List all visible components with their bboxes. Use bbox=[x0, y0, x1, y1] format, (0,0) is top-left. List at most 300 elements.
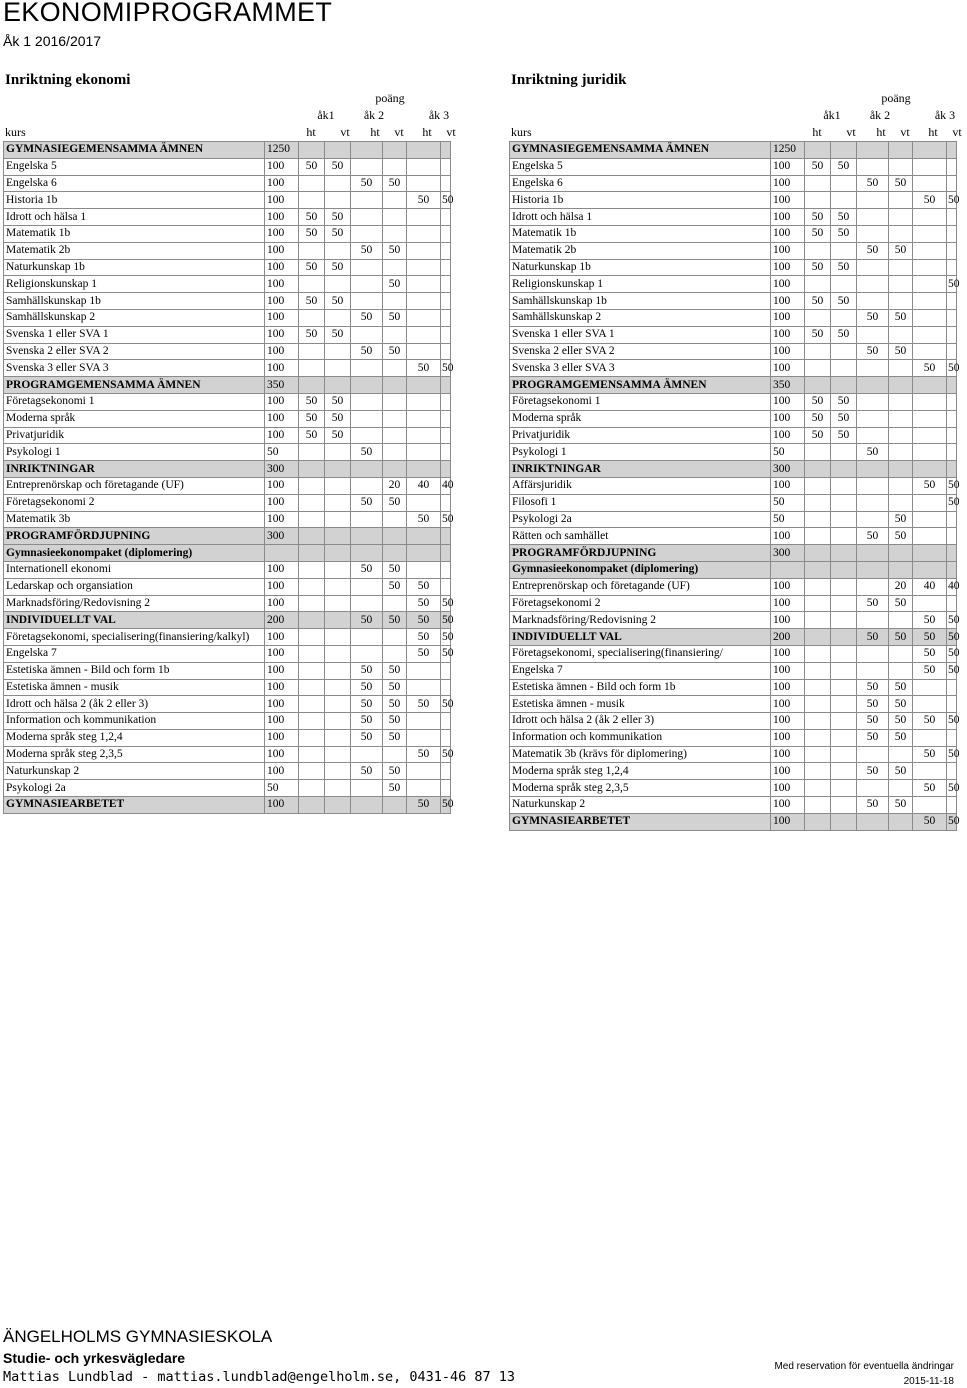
term-points bbox=[889, 225, 913, 242]
term-points: 50 bbox=[351, 444, 383, 461]
section-header-row bbox=[510, 461, 957, 478]
column-ekonomi bbox=[3, 70, 456, 814]
term-points bbox=[383, 393, 407, 410]
term-points bbox=[441, 309, 451, 326]
term-points bbox=[325, 645, 351, 662]
term-points: 50 bbox=[947, 645, 957, 662]
term-points bbox=[889, 780, 913, 797]
course-name: Gymnasieekonompaket (diplomering) bbox=[510, 561, 771, 578]
term-points bbox=[299, 175, 325, 192]
course-row bbox=[510, 645, 957, 662]
course-points: 100 bbox=[265, 595, 299, 612]
term-points bbox=[407, 142, 441, 159]
term-points bbox=[913, 679, 947, 696]
course-points: 100 bbox=[265, 309, 299, 326]
term-points bbox=[383, 595, 407, 612]
term-points bbox=[407, 662, 441, 679]
term-points bbox=[913, 461, 947, 478]
term-points: 50 bbox=[857, 309, 889, 326]
course-points: 50 bbox=[265, 780, 299, 797]
course-points: 100 bbox=[771, 662, 805, 679]
course-points: 100 bbox=[771, 696, 805, 713]
course-points: 100 bbox=[771, 192, 805, 209]
course-name: Estetiska ämnen - Bild och form 1b bbox=[4, 662, 265, 679]
term-points bbox=[383, 293, 407, 310]
term-points bbox=[831, 595, 857, 612]
term-points bbox=[383, 326, 407, 343]
course-row bbox=[4, 578, 451, 595]
course-name: PROGRAMGEMENSAMMA ÄMNEN bbox=[510, 377, 771, 394]
term-points bbox=[351, 746, 383, 763]
course-points: 50 bbox=[265, 444, 299, 461]
term-points: 50 bbox=[325, 393, 351, 410]
term-points: 50 bbox=[889, 696, 913, 713]
course-row bbox=[510, 259, 957, 276]
term-points bbox=[947, 175, 957, 192]
course-row bbox=[510, 780, 957, 797]
term-points bbox=[441, 293, 451, 310]
course-name: Marknadsföring/Redovisning 2 bbox=[510, 612, 771, 629]
term-points bbox=[407, 494, 441, 511]
course-row bbox=[4, 393, 451, 410]
term-points bbox=[947, 561, 957, 578]
term-points bbox=[913, 309, 947, 326]
term-points: 50 bbox=[325, 326, 351, 343]
term-points bbox=[325, 444, 351, 461]
course-row bbox=[510, 360, 957, 377]
term-points bbox=[351, 293, 383, 310]
term-points: 50 bbox=[913, 713, 947, 730]
course-row bbox=[4, 343, 451, 360]
header-points-label: poäng bbox=[375, 91, 405, 105]
term-points bbox=[407, 393, 441, 410]
term-points: 50 bbox=[407, 645, 441, 662]
term-points bbox=[831, 662, 857, 679]
term-points bbox=[857, 192, 889, 209]
term-points bbox=[831, 528, 857, 545]
footer-date: 2015-11-18 bbox=[903, 1376, 954, 1387]
course-row bbox=[4, 629, 451, 646]
course-points: 300 bbox=[265, 461, 299, 478]
term-points bbox=[299, 343, 325, 360]
header-course-label: kurs bbox=[511, 125, 532, 139]
term-points bbox=[805, 797, 831, 814]
term-points bbox=[805, 629, 831, 646]
term-points: 50 bbox=[325, 410, 351, 427]
header-years-row bbox=[509, 107, 956, 124]
term-points: 50 bbox=[889, 713, 913, 730]
term-points bbox=[913, 377, 947, 394]
course-name: Engelska 7 bbox=[4, 645, 265, 662]
term-points bbox=[441, 175, 451, 192]
term-points bbox=[831, 142, 857, 159]
footer-note: Med reservation för eventuella ändringar bbox=[774, 1361, 954, 1372]
term-points: 50 bbox=[947, 192, 957, 209]
term-points bbox=[857, 158, 889, 175]
course-points: 50 bbox=[771, 494, 805, 511]
term-points bbox=[805, 561, 831, 578]
term-points bbox=[383, 746, 407, 763]
course-name: Företagsekonomi 1 bbox=[510, 393, 771, 410]
course-points: 100 bbox=[771, 528, 805, 545]
term-points bbox=[831, 360, 857, 377]
term-points: 50 bbox=[299, 427, 325, 444]
course-row bbox=[510, 494, 957, 511]
term-points: 50 bbox=[857, 763, 889, 780]
term-points: 50 bbox=[857, 713, 889, 730]
course-points: 100 bbox=[265, 326, 299, 343]
term-points bbox=[441, 528, 451, 545]
course-points: 300 bbox=[771, 545, 805, 562]
term-points bbox=[407, 461, 441, 478]
term-points: 50 bbox=[889, 309, 913, 326]
course-points: 100 bbox=[771, 276, 805, 293]
term-points bbox=[889, 494, 913, 511]
course-name: Idrott och hälsa 2 (åk 2 eller 3) bbox=[4, 696, 265, 713]
term-points bbox=[805, 578, 831, 595]
term-points: 50 bbox=[947, 780, 957, 797]
term-points bbox=[831, 175, 857, 192]
course-points: 100 bbox=[771, 259, 805, 276]
term-points bbox=[407, 679, 441, 696]
course-row bbox=[510, 309, 957, 326]
term-points bbox=[407, 293, 441, 310]
course-points: 100 bbox=[265, 629, 299, 646]
term-points bbox=[325, 679, 351, 696]
term-points bbox=[383, 410, 407, 427]
term-points bbox=[805, 242, 831, 259]
term-points: 50 bbox=[441, 629, 451, 646]
term-points bbox=[407, 326, 441, 343]
term-points bbox=[857, 494, 889, 511]
term-points: 50 bbox=[913, 477, 947, 494]
term-points bbox=[383, 158, 407, 175]
term-points: 50 bbox=[383, 729, 407, 746]
course-name: Företagsekonomi 2 bbox=[4, 494, 265, 511]
term-points bbox=[913, 444, 947, 461]
course-name: Engelska 7 bbox=[510, 662, 771, 679]
term-points bbox=[325, 276, 351, 293]
term-points: 50 bbox=[383, 343, 407, 360]
term-points bbox=[441, 444, 451, 461]
term-points bbox=[299, 494, 325, 511]
term-points bbox=[299, 578, 325, 595]
term-points: 50 bbox=[805, 209, 831, 226]
course-row bbox=[510, 192, 957, 209]
course-name: Svenska 3 eller SVA 3 bbox=[510, 360, 771, 377]
course-points: 100 bbox=[265, 192, 299, 209]
term-points: 50 bbox=[441, 595, 451, 612]
term-points bbox=[831, 780, 857, 797]
term-points: 50 bbox=[947, 494, 957, 511]
term-points bbox=[383, 142, 407, 159]
term-points: 50 bbox=[383, 612, 407, 629]
course-points: 100 bbox=[771, 360, 805, 377]
course-name: Naturkunskap 2 bbox=[4, 763, 265, 780]
term-points bbox=[913, 545, 947, 562]
course-name: Företagsekonomi, specialisering(finansiering/ bbox=[510, 645, 771, 662]
course-row bbox=[510, 511, 957, 528]
term-points bbox=[805, 444, 831, 461]
course-row bbox=[510, 326, 957, 343]
course-row bbox=[510, 175, 957, 192]
term-points: 50 bbox=[857, 595, 889, 612]
course-name: Psykologi 2a bbox=[4, 780, 265, 797]
section-header-row bbox=[4, 545, 451, 562]
course-row bbox=[4, 494, 451, 511]
term-points: 50 bbox=[441, 612, 451, 629]
term-points: 50 bbox=[383, 696, 407, 713]
term-points: 50 bbox=[383, 763, 407, 780]
term-points bbox=[407, 158, 441, 175]
term-points bbox=[441, 494, 451, 511]
course-points: 100 bbox=[265, 293, 299, 310]
term-points bbox=[407, 377, 441, 394]
term-points: 50 bbox=[299, 259, 325, 276]
course-name: Estetiska ämnen - Bild och form 1b bbox=[510, 679, 771, 696]
course-row bbox=[4, 225, 451, 242]
term-points bbox=[325, 242, 351, 259]
course-points: 100 bbox=[265, 696, 299, 713]
term-points bbox=[407, 780, 441, 797]
course-points: 100 bbox=[771, 578, 805, 595]
course-name: Estetiska ämnen - musik bbox=[510, 696, 771, 713]
term-points bbox=[441, 326, 451, 343]
course-points: 100 bbox=[265, 561, 299, 578]
course-name: Moderna språk bbox=[510, 410, 771, 427]
term-points bbox=[857, 142, 889, 159]
course-name: GYMNASIEARBETET bbox=[510, 813, 771, 830]
course-points bbox=[265, 545, 299, 562]
term-points: 50 bbox=[889, 679, 913, 696]
term-points bbox=[857, 511, 889, 528]
course-row bbox=[510, 729, 957, 746]
term-points: 50 bbox=[857, 242, 889, 259]
term-points bbox=[857, 293, 889, 310]
term-points: 50 bbox=[889, 595, 913, 612]
course-points: 100 bbox=[265, 393, 299, 410]
term-points bbox=[441, 225, 451, 242]
term-points bbox=[407, 444, 441, 461]
course-name: Historia 1b bbox=[510, 192, 771, 209]
term-points bbox=[407, 175, 441, 192]
course-points: 300 bbox=[265, 528, 299, 545]
course-points: 100 bbox=[265, 360, 299, 377]
course-row bbox=[4, 696, 451, 713]
term-points bbox=[441, 780, 451, 797]
term-points bbox=[805, 175, 831, 192]
term-points: 50 bbox=[299, 393, 325, 410]
term-points bbox=[351, 259, 383, 276]
term-points: 50 bbox=[913, 780, 947, 797]
term-points bbox=[913, 225, 947, 242]
term-points: 50 bbox=[947, 662, 957, 679]
term-points bbox=[383, 225, 407, 242]
term-points bbox=[857, 746, 889, 763]
term-points bbox=[889, 746, 913, 763]
term-points bbox=[857, 326, 889, 343]
term-points bbox=[805, 813, 831, 830]
footer-contact: Mattias Lundblad - mattias.lundblad@engelholm.se, 0431-46 87 13 bbox=[3, 1369, 516, 1385]
section-header-row bbox=[510, 377, 957, 394]
section-header-row bbox=[4, 377, 451, 394]
term-points bbox=[947, 679, 957, 696]
term-points bbox=[947, 209, 957, 226]
course-points: 100 bbox=[265, 494, 299, 511]
term-points: 50 bbox=[383, 780, 407, 797]
term-points: 50 bbox=[351, 561, 383, 578]
term-points bbox=[805, 696, 831, 713]
header-year-label: åk 3 bbox=[428, 108, 450, 122]
course-points: 100 bbox=[265, 276, 299, 293]
term-points bbox=[805, 494, 831, 511]
course-name: INRIKTNINGAR bbox=[4, 461, 265, 478]
term-points bbox=[441, 545, 451, 562]
term-points bbox=[299, 444, 325, 461]
term-points bbox=[805, 645, 831, 662]
term-points bbox=[947, 142, 957, 159]
term-points: 50 bbox=[947, 813, 957, 830]
term-points bbox=[889, 461, 913, 478]
term-points bbox=[407, 545, 441, 562]
course-name: Religionskunskap 1 bbox=[510, 276, 771, 293]
term-points bbox=[889, 326, 913, 343]
term-points: 40 bbox=[441, 477, 451, 494]
course-points: 200 bbox=[265, 612, 299, 629]
course-row bbox=[510, 393, 957, 410]
term-points bbox=[889, 393, 913, 410]
term-points bbox=[383, 377, 407, 394]
term-points bbox=[805, 729, 831, 746]
course-points: 100 bbox=[771, 410, 805, 427]
course-name: Naturkunskap 1b bbox=[510, 259, 771, 276]
term-points: 50 bbox=[805, 326, 831, 343]
term-points bbox=[407, 410, 441, 427]
course-points: 100 bbox=[771, 293, 805, 310]
term-points: 50 bbox=[857, 729, 889, 746]
term-points bbox=[441, 561, 451, 578]
term-points bbox=[805, 377, 831, 394]
term-points: 50 bbox=[407, 595, 441, 612]
course-name: Företagsekonomi, specialisering(finansiering/kalkyl) bbox=[4, 629, 265, 646]
term-points: 50 bbox=[913, 746, 947, 763]
course-row bbox=[4, 192, 451, 209]
course-name: PROGRAMFÖRDJUPNING bbox=[510, 545, 771, 562]
term-points bbox=[947, 377, 957, 394]
term-points bbox=[913, 511, 947, 528]
term-points bbox=[351, 629, 383, 646]
course-row bbox=[510, 225, 957, 242]
course-row bbox=[510, 763, 957, 780]
term-points bbox=[325, 142, 351, 159]
term-points: 50 bbox=[383, 578, 407, 595]
course-name: Psykologi 2a bbox=[510, 511, 771, 528]
term-points: 50 bbox=[441, 645, 451, 662]
course-row bbox=[510, 477, 957, 494]
term-points bbox=[383, 192, 407, 209]
term-points bbox=[441, 377, 451, 394]
course-row bbox=[4, 477, 451, 494]
header-year-label: åk1 bbox=[823, 108, 841, 122]
term-points bbox=[351, 276, 383, 293]
term-points bbox=[857, 209, 889, 226]
term-points bbox=[299, 528, 325, 545]
header-course-label: kurs bbox=[5, 125, 26, 139]
term-points bbox=[857, 360, 889, 377]
course-name: Privatjuridik bbox=[4, 427, 265, 444]
course-name: Svenska 2 eller SVA 2 bbox=[4, 343, 265, 360]
course-table bbox=[509, 141, 960, 831]
term-points: 50 bbox=[383, 309, 407, 326]
term-points bbox=[325, 746, 351, 763]
course-row bbox=[4, 175, 451, 192]
term-points: 50 bbox=[831, 293, 857, 310]
term-points: 50 bbox=[351, 175, 383, 192]
term-points bbox=[441, 578, 451, 595]
term-points bbox=[351, 545, 383, 562]
course-name: INDIVIDUELLT VAL bbox=[510, 629, 771, 646]
header-term-label: vt bbox=[952, 125, 962, 139]
term-points: 50 bbox=[441, 360, 451, 377]
term-points: 50 bbox=[299, 326, 325, 343]
term-points: 50 bbox=[805, 410, 831, 427]
term-points: 50 bbox=[889, 797, 913, 814]
term-points bbox=[857, 813, 889, 830]
term-points: 40 bbox=[913, 578, 947, 595]
term-points: 50 bbox=[913, 192, 947, 209]
course-name: Religionskunskap 1 bbox=[4, 276, 265, 293]
term-points bbox=[805, 679, 831, 696]
term-points bbox=[299, 477, 325, 494]
term-points bbox=[857, 276, 889, 293]
term-points: 50 bbox=[325, 225, 351, 242]
term-points bbox=[889, 410, 913, 427]
term-points bbox=[299, 645, 325, 662]
term-points bbox=[407, 276, 441, 293]
term-points bbox=[325, 763, 351, 780]
term-points: 50 bbox=[441, 797, 451, 814]
term-points bbox=[351, 511, 383, 528]
term-points bbox=[351, 595, 383, 612]
term-points: 50 bbox=[889, 175, 913, 192]
course-row bbox=[510, 797, 957, 814]
course-row bbox=[510, 242, 957, 259]
term-points bbox=[383, 511, 407, 528]
term-points bbox=[407, 225, 441, 242]
section-header-row bbox=[510, 142, 957, 159]
course-row bbox=[4, 713, 451, 730]
term-points bbox=[441, 427, 451, 444]
course-name: Entreprenörskap och företagande (UF) bbox=[4, 477, 265, 494]
term-points bbox=[407, 343, 441, 360]
term-points bbox=[947, 511, 957, 528]
term-points bbox=[889, 259, 913, 276]
course-row bbox=[4, 729, 451, 746]
term-points: 50 bbox=[351, 612, 383, 629]
term-points bbox=[947, 293, 957, 310]
term-points bbox=[805, 595, 831, 612]
term-points bbox=[913, 696, 947, 713]
term-points bbox=[299, 545, 325, 562]
term-points: 50 bbox=[383, 242, 407, 259]
term-points: 50 bbox=[407, 629, 441, 646]
term-points bbox=[913, 494, 947, 511]
course-row bbox=[4, 209, 451, 226]
term-points: 50 bbox=[889, 763, 913, 780]
term-points bbox=[805, 192, 831, 209]
term-points: 50 bbox=[947, 612, 957, 629]
term-points bbox=[889, 293, 913, 310]
